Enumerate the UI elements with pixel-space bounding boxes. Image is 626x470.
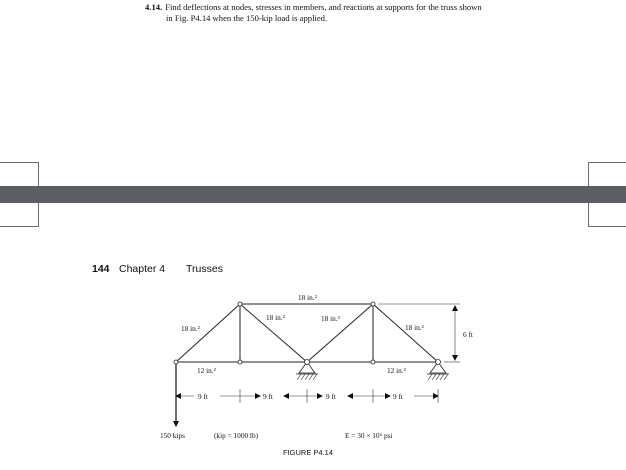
- area-label-bottom-left: 12 in.²: [197, 366, 216, 375]
- span-label-4: 9 ft: [393, 392, 403, 401]
- span-label-1: 9 ft: [198, 392, 208, 401]
- span-label-2: 9 ft: [263, 392, 273, 401]
- pin-support-center: [296, 360, 318, 381]
- chapter-label: Chapter 4: [119, 263, 166, 275]
- area-label-right-diagonal: 18 in.²: [405, 323, 424, 332]
- height-dimension: [378, 304, 460, 362]
- node: [238, 360, 242, 364]
- node: [238, 302, 242, 306]
- problem-number: 4.14.: [145, 2, 163, 12]
- span-label-3: 9 ft: [326, 392, 336, 401]
- page-number: 144: [92, 263, 110, 275]
- chapter-title: Trusses: [186, 263, 223, 275]
- figure-caption: FIGURE P4.14: [283, 448, 334, 457]
- material-property: E = 30 × 10⁶ psi: [345, 431, 393, 440]
- area-label-center-left-diagonal: 18 in.²: [266, 313, 285, 322]
- problem-text-line1: Find deflections at nodes, stresses in members, and reactions at supports for the truss shown: [165, 2, 482, 12]
- member-center-right-diagonal: [307, 304, 373, 362]
- area-label-top-chord: 18 in.²: [298, 293, 317, 302]
- node: [371, 302, 375, 306]
- problem-text-line2: in Fig. P4.14 when the 150-kip load is applied.: [166, 12, 328, 23]
- height-label: 6 ft: [463, 330, 473, 339]
- load-label: 150 kips: [160, 431, 185, 440]
- member-left-diagonal: [176, 304, 240, 362]
- pin-support-right: [427, 360, 449, 381]
- node: [174, 360, 178, 364]
- unit-note: (kip = 1000 lb): [214, 431, 259, 440]
- area-label-left-diagonal: 18 in.²: [181, 324, 200, 333]
- area-label-bottom-right: 12 in.²: [387, 366, 406, 375]
- member-right-diagonal: [373, 304, 438, 362]
- node: [371, 360, 375, 364]
- area-label-center-right-diagonal: 18 in.²: [321, 314, 340, 323]
